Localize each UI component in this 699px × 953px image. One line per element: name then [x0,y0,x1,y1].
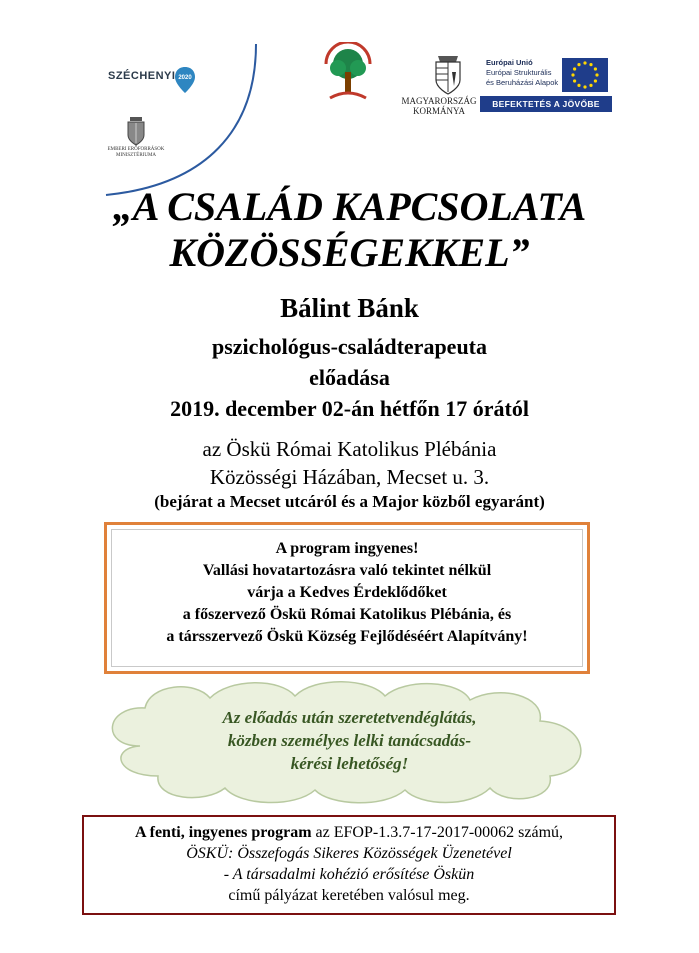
program-line2: Vallási hovatartozásra való tekintet nélkül [202,562,492,579]
tree-foundation-logo-icon [320,42,376,104]
hungarian-coat-of-arms-icon [430,50,466,96]
footer-line3: - A társadalmi kohézió erősítése Öskün [223,866,475,883]
footer-line1-bold: A fenti, ingyenes program [134,824,312,841]
eu-line1: Európai Unió [486,58,533,67]
ministry-crest-icon [121,115,151,147]
footer-line2: ÖSKÜ: Összefogás Sikeres Közösségek Üzenetével [186,845,512,862]
szechenyi-logo-block [96,40,268,200]
program-info-box [104,522,590,674]
program-line3: várja a Kedves Érdeklődőket [247,584,447,601]
szechenyi-label: SZÉCHENYI [108,70,176,82]
program-line1: A program ingyenes! [275,540,419,557]
venue-entrance-note: (bejárat a Mecset utcáról és a Major közből egyaránt) [154,492,545,511]
program-inner-frame [111,529,583,667]
gov-text-line2: KORMÁNYA [412,106,465,116]
gov-text-line1: MAGYARORSZÁG [401,96,477,106]
eu-funds-logo [480,52,612,114]
eu-flag-icon [562,58,608,92]
eu-line2: Európai Strukturális [486,68,552,77]
program-line4: a főszervező Öskü Római Katolikus Plébánia, és [182,606,512,623]
event-date: 2019. december 02-án hétfőn 17 órától [170,396,529,421]
szechenyi-logo [108,70,175,82]
main-title-line2: KÖZÖSSÉGEKKEL” [169,230,530,275]
lecture-label: előadása [309,365,390,390]
szechenyi-2020-pin-icon [174,66,196,94]
footer-line4: című pályázat keretében valósul meg. [228,887,470,904]
ministry-text: EMBERI ERŐFORRÁSOK MINISZTÉRIUMA [107,147,165,158]
main-title [0,184,699,276]
cloud-line2: közben személyes lelki tanácsadás- [227,731,472,750]
szechenyi-year: 2020 [178,75,192,81]
speaker-role: pszichológus-családterapeuta [212,334,487,359]
venue-line1: az Öskü Római Katolikus Plébánia [202,437,497,461]
venue-line2: Közösségi Házában, Mecset u. 3. [209,465,490,489]
footer-line1-rest: az EFOP-1.3.7-17-2017-00062 számú, [311,824,564,841]
cloud-line1: Az előadás után szeretetvendéglátás, [222,708,477,727]
eu-banner: BEFEKTETÉS A JÖVŐBE [480,96,612,112]
government-label [400,96,478,116]
program-line5: a társszervező Öskü Község Fejlődéséért Alapítvány! [166,628,528,645]
main-title-line1: „A CSALÁD KAPCSOLATA [112,184,587,229]
speaker-name: Bálint Bánk [280,293,419,323]
eu-line3: és Beruházási Alapok [486,78,559,87]
cloud-line3: kérési lehetőség! [290,754,409,773]
eu-text [486,58,558,88]
footer-line1 [84,823,614,843]
funding-info-box [82,815,616,915]
